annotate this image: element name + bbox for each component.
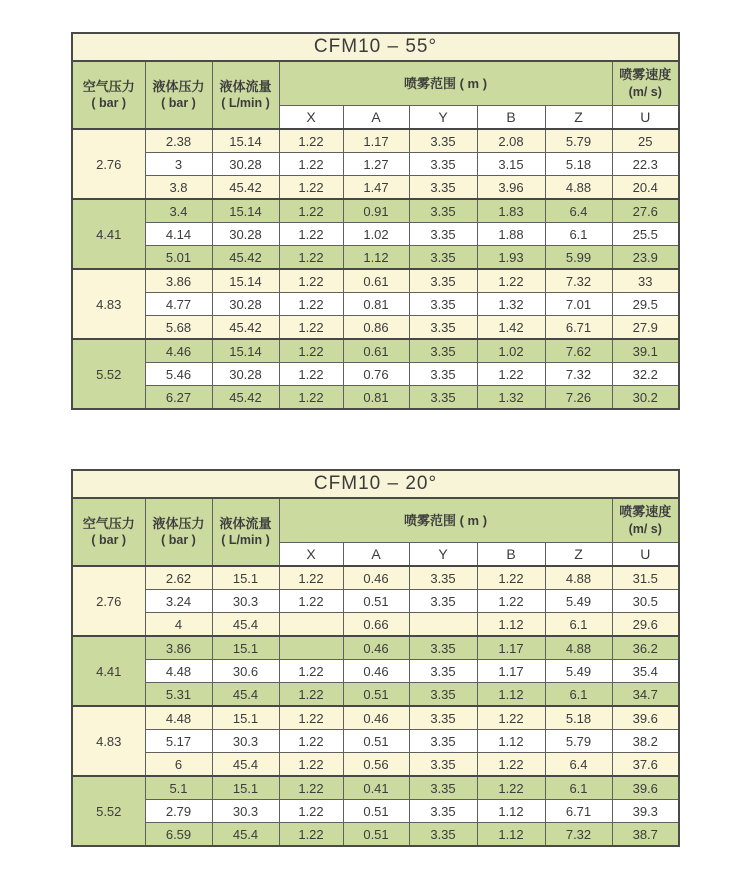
header-row [72,61,679,106]
col-header-spray-range: 喷雾范围 ( m ) [279,498,612,543]
table-cell: 1.22 [477,753,545,777]
table-cell: 3.35 [409,269,477,293]
table-row [72,566,679,590]
header-unit: ( L/min ) [221,533,270,548]
table-row [72,269,679,293]
table-cell: 2.38 [145,129,212,153]
table-cell: 1.32 [477,293,545,316]
table-cell: 3.35 [409,293,477,316]
header-unit: ( bar ) [91,96,127,111]
col-header-spray-speed [612,61,679,106]
header-unit: ( bar ) [91,533,127,548]
subcol-b: B [477,543,545,567]
table-cell: 5.79 [545,129,612,153]
table-cell: 0.66 [343,613,409,637]
table-cell: 39.6 [612,776,679,800]
table-cell: 29.5 [612,293,679,316]
table-cell: 4.48 [145,660,212,683]
header-unit: ( bar ) [161,96,196,111]
table-cell: 0.81 [343,293,409,316]
table-cell: 1.42 [477,316,545,340]
header-line: 液体压力 [152,78,205,94]
table-cell: 37.6 [612,753,679,777]
table-cell: 7.32 [545,269,612,293]
table-cell: 1.22 [477,706,545,730]
col-header-spray-range: 喷雾范围 ( m ) [279,61,612,106]
table-row [72,246,679,270]
table-cell: 0.51 [343,730,409,753]
header-line: 液体压力 [152,515,205,531]
table-cell: 1.22 [279,199,343,223]
table-cell: 30.5 [612,590,679,613]
table-cell: 25.5 [612,223,679,246]
table-cell: 1.02 [343,223,409,246]
col-header-spray-speed [612,498,679,543]
table-row [72,223,679,246]
table-row [72,590,679,613]
col-header-air-pressure [72,61,145,129]
table-cell: 0.46 [343,660,409,683]
header-line: 液体流量 [219,78,272,94]
table-cell: 1.22 [279,316,343,340]
table-cell: 5.18 [545,706,612,730]
data-table [71,469,680,847]
spec-table-cfm10-55 [71,32,679,410]
air-pressure-cell: 5.52 [72,339,145,409]
header-unit: ( bar ) [161,533,196,548]
table-cell: 1.12 [477,683,545,707]
table-cell: 4.14 [145,223,212,246]
table-cell: 1.22 [279,683,343,707]
table-title: CFM10 – 55° [72,33,679,61]
table-cell: 3.8 [145,176,212,200]
table-row [72,176,679,200]
header-unit: (m/ s) [628,521,662,536]
table-cell: 1.83 [477,199,545,223]
table-cell: 3.24 [145,590,212,613]
table-cell: 0.51 [343,683,409,707]
table-cell [279,613,343,637]
table-cell: 30.28 [212,153,279,176]
table-cell: 4.46 [145,339,212,363]
table-cell: 35.4 [612,660,679,683]
table-cell: 30.28 [212,223,279,246]
table-cell: 3.4 [145,199,212,223]
table-cell: 27.9 [612,316,679,340]
table-cell: 31.5 [612,566,679,590]
table-cell: 27.6 [612,199,679,223]
table-cell: 1.02 [477,339,545,363]
table-cell: 7.62 [545,339,612,363]
table-cell: 3.35 [409,660,477,683]
table-cell: 1.22 [279,660,343,683]
air-pressure-cell: 5.52 [72,776,145,846]
subcol-u: U [612,106,679,130]
col-header-liquid-flow [212,498,279,566]
table-cell: 7.32 [545,363,612,386]
table-cell: 6.71 [545,316,612,340]
table-cell: 7.32 [545,823,612,847]
table-cell: 1.22 [279,269,343,293]
header-row [72,498,679,543]
table-cell: 45.4 [212,823,279,847]
table-cell: 0.46 [343,566,409,590]
table-cell: 5.46 [145,363,212,386]
table-row [72,613,679,637]
table-cell: 5.99 [545,246,612,270]
table-cell [279,636,343,660]
table-cell: 3.35 [409,706,477,730]
header-unit: (m/ s) [628,84,662,99]
table-row [72,683,679,707]
table-cell: 3.86 [145,269,212,293]
table-cell: 29.6 [612,613,679,637]
table-cell: 33 [612,269,679,293]
table-cell: 1.22 [279,246,343,270]
table-row [72,153,679,176]
table-cell: 1.88 [477,223,545,246]
table-cell: 15.1 [212,566,279,590]
table-cell: 2.08 [477,129,545,153]
table-cell: 5.68 [145,316,212,340]
table-cell: 45.42 [212,316,279,340]
table-cell: 3.35 [409,776,477,800]
table-cell: 15.1 [212,636,279,660]
table-title-row [72,470,679,498]
table-cell [409,613,477,637]
col-header-air-pressure [72,498,145,566]
subcol-z: Z [545,543,612,567]
table-cell: 3.35 [409,153,477,176]
table-row [72,199,679,223]
table-row [72,753,679,777]
table-cell: 34.7 [612,683,679,707]
table-cell: 3.35 [409,683,477,707]
table-cell: 4.88 [545,636,612,660]
table-cell: 1.47 [343,176,409,200]
table-cell: 3 [145,153,212,176]
header-line: 空气压力 [82,515,135,531]
subcol-z: Z [545,106,612,130]
table-cell: 1.22 [477,776,545,800]
table-cell: 38.2 [612,730,679,753]
table-cell: 1.22 [279,590,343,613]
col-header-liquid-pressure [145,498,212,566]
table-cell: 4.77 [145,293,212,316]
table-cell: 1.22 [279,566,343,590]
subcol-a: A [343,543,409,567]
table-cell: 0.91 [343,199,409,223]
table-cell: 30.3 [212,590,279,613]
table-cell: 22.3 [612,153,679,176]
table-cell: 1.22 [279,339,343,363]
table-cell: 6 [145,753,212,777]
table-row [72,636,679,660]
table-cell: 1.22 [279,386,343,410]
table-row [72,316,679,340]
table-cell: 3.86 [145,636,212,660]
table-cell: 0.86 [343,316,409,340]
table-cell: 7.01 [545,293,612,316]
table-row [72,730,679,753]
table-cell: 0.46 [343,636,409,660]
header-line: 喷雾速度 [619,67,672,83]
table-cell: 1.12 [477,613,545,637]
table-cell: 0.51 [343,823,409,847]
table-cell: 1.12 [477,730,545,753]
subcol-y: Y [409,106,477,130]
table-cell: 5.31 [145,683,212,707]
table-cell: 2.79 [145,800,212,823]
table-cell: 5.79 [545,730,612,753]
table-cell: 6.4 [545,199,612,223]
table-cell: 3.35 [409,823,477,847]
air-pressure-cell: 4.41 [72,199,145,269]
table-cell: 2.62 [145,566,212,590]
table-cell: 6.71 [545,800,612,823]
table-cell: 1.22 [279,223,343,246]
subcol-y: Y [409,543,477,567]
air-pressure-cell: 4.83 [72,706,145,776]
table-cell: 30.6 [212,660,279,683]
table-cell: 0.61 [343,269,409,293]
table-cell: 45.4 [212,753,279,777]
table-cell: 0.81 [343,386,409,410]
table-cell: 6.1 [545,776,612,800]
table-cell: 3.35 [409,566,477,590]
air-pressure-cell: 2.76 [72,129,145,199]
table-row [72,776,679,800]
table-cell: 4.88 [545,176,612,200]
table-cell: 15.14 [212,199,279,223]
table-row [72,339,679,363]
table-cell: 1.22 [279,293,343,316]
table-cell: 3.35 [409,753,477,777]
table-cell: 30.3 [212,800,279,823]
table-cell: 6.1 [545,613,612,637]
table-cell: 5.49 [545,590,612,613]
table-cell: 15.1 [212,706,279,730]
table-cell: 3.35 [409,246,477,270]
table-cell: 6.1 [545,683,612,707]
table-cell: 32.2 [612,363,679,386]
header-line: 液体流量 [219,515,272,531]
table-cell: 1.17 [477,636,545,660]
table-cell: 30.28 [212,363,279,386]
table-title-row [72,33,679,61]
table-cell: 3.35 [409,339,477,363]
table-cell: 1.93 [477,246,545,270]
table-cell: 6.1 [545,223,612,246]
table-cell: 0.41 [343,776,409,800]
table-cell: 39.3 [612,800,679,823]
table-row [72,293,679,316]
table-row [72,800,679,823]
table-cell: 0.61 [343,339,409,363]
table-cell: 4.48 [145,706,212,730]
table-cell: 5.17 [145,730,212,753]
table-cell: 45.4 [212,613,279,637]
table-cell: 0.76 [343,363,409,386]
table-cell: 15.1 [212,776,279,800]
table-cell: 1.22 [477,590,545,613]
table-cell: 1.22 [279,363,343,386]
table-cell: 6.27 [145,386,212,410]
table-cell: 1.22 [477,363,545,386]
subcol-x: X [279,106,343,130]
table-cell: 3.35 [409,199,477,223]
table-cell: 1.22 [279,129,343,153]
table-cell: 1.12 [477,823,545,847]
header-line: 空气压力 [82,78,135,94]
table-cell: 5.01 [145,246,212,270]
subcol-u: U [612,543,679,567]
air-pressure-cell: 2.76 [72,566,145,636]
table-cell: 1.22 [279,776,343,800]
spec-table-cfm10-20 [71,469,679,847]
table-cell: 5.1 [145,776,212,800]
subcol-b: B [477,106,545,130]
table-cell: 3.35 [409,730,477,753]
table-cell: 1.22 [279,153,343,176]
table-cell: 38.7 [612,823,679,847]
table-row [72,386,679,410]
table-cell: 1.12 [343,246,409,270]
table-cell: 30.2 [612,386,679,410]
table-cell: 6.4 [545,753,612,777]
table-cell: 30.28 [212,293,279,316]
table-cell: 0.56 [343,753,409,777]
table-cell: 7.26 [545,386,612,410]
table-cell: 1.32 [477,386,545,410]
table-cell: 15.14 [212,269,279,293]
table-cell: 20.4 [612,176,679,200]
table-row [72,823,679,847]
table-cell: 4 [145,613,212,637]
table-cell: 1.22 [279,823,343,847]
table-cell: 5.49 [545,660,612,683]
table-cell: 45.4 [212,683,279,707]
table-cell: 3.35 [409,223,477,246]
table-cell: 3.35 [409,800,477,823]
table-cell: 5.18 [545,153,612,176]
table-cell: 15.14 [212,129,279,153]
subcol-a: A [343,106,409,130]
air-pressure-cell: 4.83 [72,269,145,339]
table-cell: 3.15 [477,153,545,176]
table-cell: 15.14 [212,339,279,363]
table-cell: 0.51 [343,590,409,613]
table-cell: 1.22 [279,753,343,777]
table-cell: 45.42 [212,246,279,270]
col-header-liquid-flow [212,61,279,129]
table-cell: 3.35 [409,129,477,153]
table-cell: 39.1 [612,339,679,363]
table-cell: 3.35 [409,590,477,613]
col-header-liquid-pressure [145,61,212,129]
table-cell: 45.42 [212,176,279,200]
table-cell: 3.35 [409,316,477,340]
table-cell: 0.46 [343,706,409,730]
table-cell: 3.35 [409,386,477,410]
table-cell: 1.27 [343,153,409,176]
table-cell: 1.17 [343,129,409,153]
table-cell: 3.96 [477,176,545,200]
table-cell: 1.22 [279,800,343,823]
table-cell: 30.3 [212,730,279,753]
table-cell: 45.42 [212,386,279,410]
table-cell: 36.2 [612,636,679,660]
table-row [72,129,679,153]
table-cell: 1.17 [477,660,545,683]
table-cell: 23.9 [612,246,679,270]
table-cell: 3.35 [409,176,477,200]
table-cell: 1.22 [477,269,545,293]
table-cell: 1.22 [279,176,343,200]
header-line: 喷雾速度 [619,504,672,520]
table-cell: 1.22 [279,730,343,753]
data-table [71,32,680,410]
table-cell: 1.22 [279,706,343,730]
table-cell: 3.35 [409,363,477,386]
table-cell: 1.22 [477,566,545,590]
table-row [72,660,679,683]
table-cell: 3.35 [409,636,477,660]
table-title: CFM10 – 20° [72,470,679,498]
table-row [72,706,679,730]
table-cell: 39.6 [612,706,679,730]
table-cell: 4.88 [545,566,612,590]
table-cell: 25 [612,129,679,153]
header-unit: ( L/min ) [221,96,270,111]
air-pressure-cell: 4.41 [72,636,145,706]
table-cell: 1.12 [477,800,545,823]
table-row [72,363,679,386]
table-cell: 0.51 [343,800,409,823]
table-cell: 6.59 [145,823,212,847]
subcol-x: X [279,543,343,567]
